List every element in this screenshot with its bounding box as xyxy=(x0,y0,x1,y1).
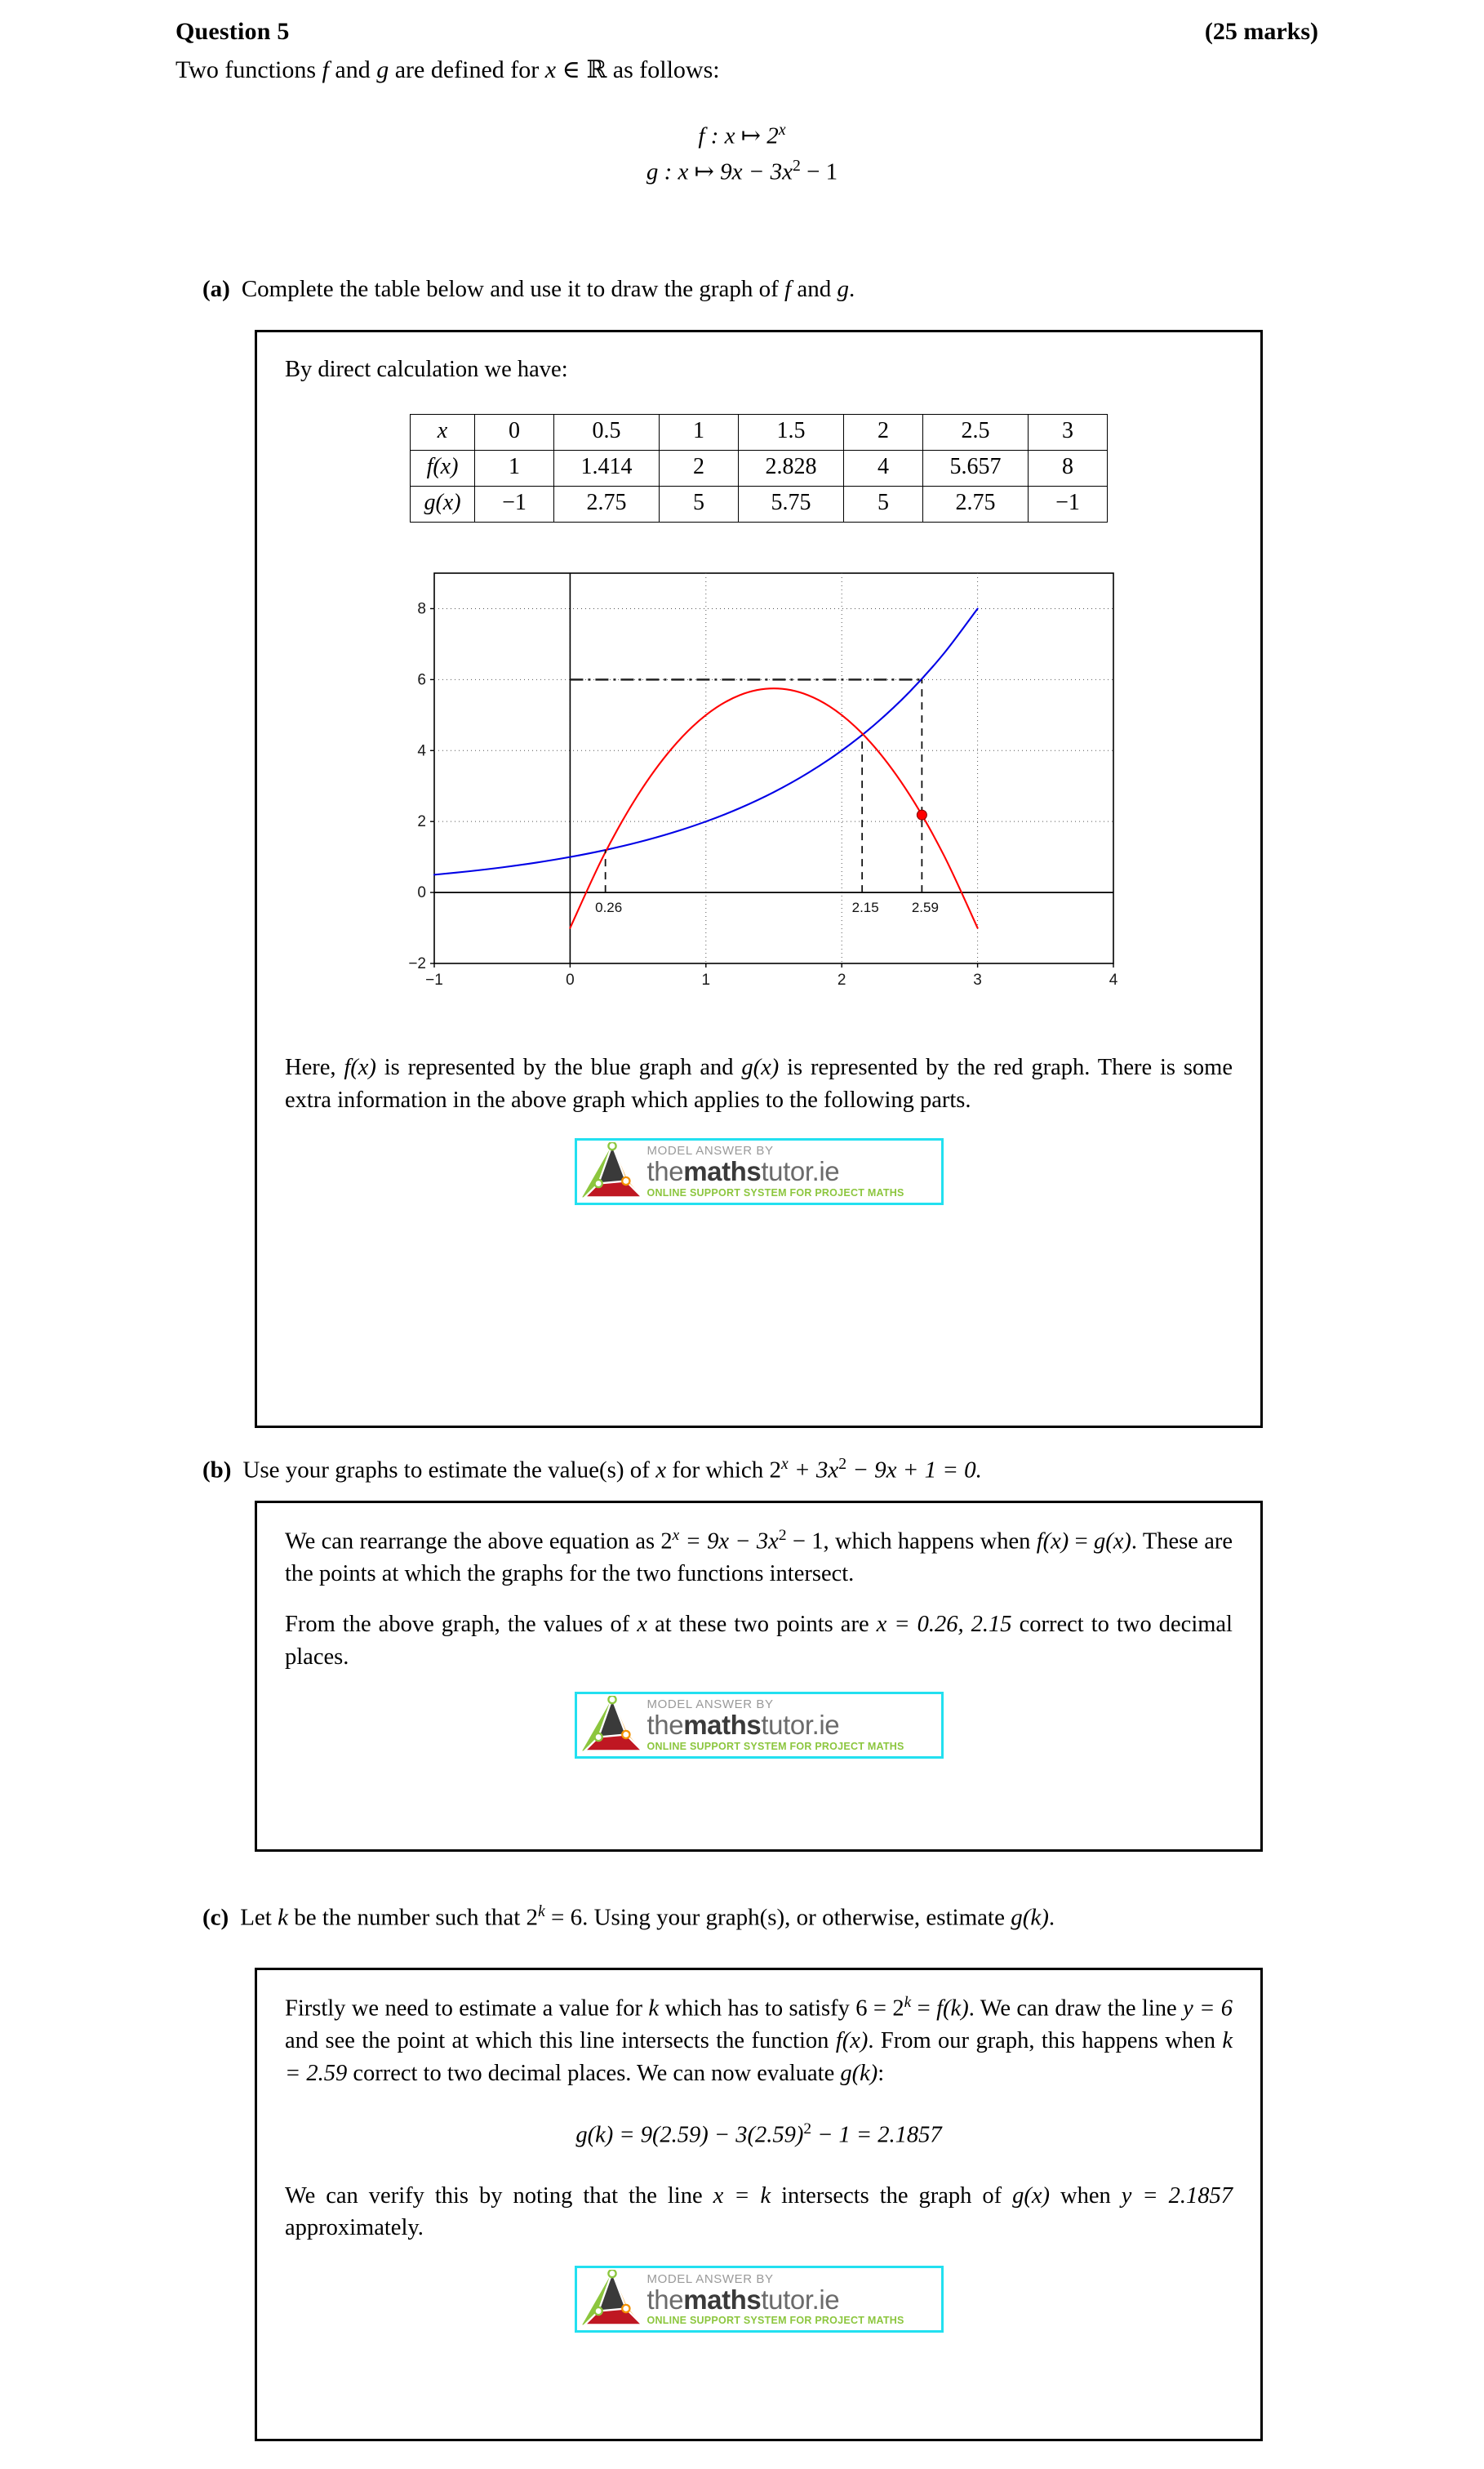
logo-brand-tutor: tutor.ie xyxy=(761,2284,840,2315)
equation-g-exponent: 2 xyxy=(792,157,801,175)
part-c-exp: k xyxy=(538,1902,545,1920)
table-cell: 5.657 xyxy=(923,450,1029,486)
part-b-exp: x xyxy=(781,1455,789,1473)
logo-tagline: ONLINE SUPPORT SYSTEM FOR PROJECT MATHS xyxy=(646,1741,904,1753)
part-c-p2-2: intersects the graph of xyxy=(771,2182,1013,2209)
part-b-para-2 xyxy=(285,1608,1233,1674)
table-cell: 1.5 xyxy=(739,414,844,450)
logo-line-1: MODEL ANSWER BY xyxy=(646,1697,774,1712)
table-cell: 1.414 xyxy=(554,450,660,486)
svg-text:−1: −1 xyxy=(424,971,443,989)
part-a-closing-3: is represented by the red graph. There is some extra information in the above graph which applies to the following parts. xyxy=(285,1054,1233,1113)
part-a-text xyxy=(242,276,855,303)
part-a-g: g xyxy=(837,276,849,302)
part-c-p1-k: k xyxy=(648,1995,660,2022)
table-cell: −1 xyxy=(1029,486,1108,522)
table-cell: 0 xyxy=(475,414,554,450)
part-c-p1-7: correct to two decimal places. We can now evaluate xyxy=(347,2061,841,2087)
part-b-p1-2: = 9x − 3x xyxy=(679,1528,779,1555)
part-c-prompt xyxy=(202,1902,1304,1932)
intro-text-2: and xyxy=(328,56,377,83)
svg-text:6: 6 xyxy=(416,671,426,689)
part-c-p2-3: when xyxy=(1050,2182,1122,2209)
watermark-logo-a xyxy=(575,1138,944,1205)
part-c-para-2 xyxy=(285,2180,1233,2245)
table-cell: 2.5 xyxy=(923,414,1029,450)
logo-brand-maths: maths xyxy=(683,1710,762,1741)
part-b-p1-3: − 1, which happens when xyxy=(786,1528,1037,1555)
triangle-logo-icon xyxy=(577,1142,644,1201)
part-b-text-4: − 9x + 1 = 0. xyxy=(846,1457,982,1484)
part-c-p2-y: y = 2.1857 xyxy=(1121,2182,1233,2209)
table-row-label-gx: g(x) xyxy=(411,486,475,522)
part-b-prompt xyxy=(202,1455,1304,1484)
part-c-text-3: = 6. Using your graph(s), or otherwise, estimate xyxy=(544,1904,1011,1931)
part-a-closing xyxy=(285,1052,1233,1117)
part-c-answer-box xyxy=(255,1968,1263,2441)
part-c-p2-xk: x = k xyxy=(713,2182,771,2209)
part-a-fx: f(x) xyxy=(344,1054,376,1080)
part-a-box-intro: By direct calculation we have: xyxy=(285,357,568,382)
logo-tagline: ONLINE SUPPORT SYSTEM FOR PROJECT MATHS xyxy=(646,2315,904,2327)
part-b-p1-gx: g(x) xyxy=(1094,1528,1131,1555)
svg-text:−2: −2 xyxy=(407,954,426,972)
table-cell: 1 xyxy=(475,450,554,486)
part-c-eq-2: − 1 = 2.1857 xyxy=(811,2122,942,2148)
part-b-p2-value: x = 0.26, 2.15 xyxy=(876,1612,1012,1638)
part-a-closing-2: is represented by the blue graph and xyxy=(375,1054,742,1080)
logo-brand-the: the xyxy=(646,1156,684,1187)
part-b-para-1 xyxy=(285,1524,1233,1590)
intro-f: f xyxy=(322,56,329,83)
logo-text-block xyxy=(644,2273,941,2326)
equation-f xyxy=(0,121,1484,150)
part-b-p1-exp2: 2 xyxy=(778,1527,787,1544)
part-c-eq-1: g(k) = 9(2.59) − 3(2.59) xyxy=(575,2122,804,2148)
part-a-text-3: . xyxy=(848,276,855,302)
part-b-p2-3: correct to two decimal places. xyxy=(285,1612,1233,1670)
svg-text:2.15: 2.15 xyxy=(851,899,879,915)
part-b-p2-x: x xyxy=(637,1612,648,1638)
part-c-p1-exp: k xyxy=(904,1994,912,2011)
part-c-k: k xyxy=(278,1904,288,1931)
logo-brand-the: the xyxy=(646,1710,684,1741)
logo-brand xyxy=(647,1711,941,1740)
table-cell: 2 xyxy=(844,414,923,450)
table-cell: 4 xyxy=(844,450,923,486)
svg-text:3: 3 xyxy=(972,971,982,989)
table-cell: 2.75 xyxy=(923,486,1029,522)
part-c-p1-2: which has to satisfy 6 = 2 xyxy=(659,1995,904,2022)
page-header xyxy=(176,18,1318,46)
equation-g-body: g : x ↦ 9x − 3x xyxy=(646,158,793,185)
part-c-eq-exp: 2 xyxy=(803,2120,812,2138)
part-b-p1-5: . These are the points at which the graphs for the two functions intersect. xyxy=(285,1528,1233,1587)
table-row-label-x: x xyxy=(411,414,475,450)
intro-reals: ℝ xyxy=(586,56,607,84)
table-row-x xyxy=(411,414,1108,450)
part-b-p2-2: at these two points are xyxy=(647,1612,877,1638)
part-c-p1-1: Firstly we need to estimate a value for xyxy=(285,1995,649,2022)
logo-line-1: MODEL ANSWER BY xyxy=(646,1144,774,1159)
table-cell: 5 xyxy=(660,486,739,522)
part-c-text-4: . xyxy=(1048,1904,1055,1931)
table-row-fx xyxy=(411,450,1108,486)
part-c-p1-y6: y = 6 xyxy=(1183,1995,1233,2022)
graph-svg xyxy=(392,562,1126,1019)
table-row-label-fx: f(x) xyxy=(411,450,475,486)
svg-text:1: 1 xyxy=(701,971,710,989)
table-cell: 2.828 xyxy=(739,450,844,486)
part-a-closing-1: Here, xyxy=(285,1054,344,1080)
logo-text-block xyxy=(644,1145,941,1198)
svg-text:2: 2 xyxy=(416,813,426,831)
intro-text-3: are defined for xyxy=(389,56,545,83)
equation-g-tail: − 1 xyxy=(800,158,838,185)
table-cell: 3 xyxy=(1029,414,1108,450)
part-b-text-3: + 3x xyxy=(788,1457,839,1484)
part-c-para-1 xyxy=(285,1991,1233,2090)
logo-brand-tutor: tutor.ie xyxy=(761,1710,840,1741)
svg-text:0: 0 xyxy=(416,883,426,901)
part-b-x: x xyxy=(655,1457,667,1484)
logo-brand-maths: maths xyxy=(683,1156,762,1187)
part-c-text-1: Let xyxy=(240,1904,278,1931)
part-c-p2-4: approximately. xyxy=(285,2215,424,2241)
intro-x: x xyxy=(544,56,557,83)
table-cell: 1 xyxy=(660,414,739,450)
part-b-p1-1: We can rearrange the above equation as 2 xyxy=(285,1528,673,1555)
equation-f-body: f : x ↦ 2 xyxy=(698,122,779,149)
part-c-p1-3: = xyxy=(911,1995,937,2022)
equation-g xyxy=(0,157,1484,186)
logo-brand-maths: maths xyxy=(683,2284,762,2315)
logo-brand-the: the xyxy=(646,2284,684,2315)
part-c-p1-fx: f(x) xyxy=(835,2028,869,2054)
part-b-exp2: 2 xyxy=(838,1455,847,1473)
part-b-text-2: for which 2 xyxy=(666,1457,782,1484)
logo-line-1: MODEL ANSWER BY xyxy=(646,2271,774,2286)
part-b-p1-exp: x xyxy=(672,1527,680,1544)
intro-text-4: as follows: xyxy=(606,56,720,83)
svg-text:4: 4 xyxy=(1109,971,1117,989)
part-a-answer-box xyxy=(255,330,1263,1428)
table-cell: 2 xyxy=(660,450,739,486)
logo-brand xyxy=(647,2286,941,2315)
svg-text:0.26: 0.26 xyxy=(594,899,622,915)
equation-f-exponent: x xyxy=(778,121,786,139)
part-b-label: (b) xyxy=(202,1457,232,1484)
part-c-p1-fk: f(k) xyxy=(936,1995,969,2022)
part-a-gx: g(x) xyxy=(741,1054,780,1080)
intro-text-1: Two functions xyxy=(176,56,322,83)
part-b-p1-4: = xyxy=(1069,1528,1095,1555)
part-c-p1-kval: k = 2.59 xyxy=(285,2028,1233,2087)
part-c-text-2: be the number such that 2 xyxy=(287,1904,538,1931)
triangle-logo-icon xyxy=(577,2270,644,2329)
part-c-p2-1: We can verify this by noting that the line xyxy=(285,2182,713,2209)
triangle-logo-icon xyxy=(577,1696,644,1755)
table-cell: 8 xyxy=(1029,450,1108,486)
svg-text:2.59: 2.59 xyxy=(911,899,939,915)
table-cell: 5.75 xyxy=(739,486,844,522)
part-c-label: (c) xyxy=(202,1904,229,1931)
marks-label: (25 marks) xyxy=(1204,18,1318,45)
part-c-gk: g(k) xyxy=(1011,1904,1049,1931)
part-c-equation xyxy=(285,2118,1233,2151)
part-a-prompt xyxy=(202,276,1304,303)
intro-line xyxy=(176,56,720,84)
table-cell: 5 xyxy=(844,486,923,522)
part-a-label: (a) xyxy=(202,276,230,302)
watermark-logo-b xyxy=(575,1692,944,1759)
part-b-text xyxy=(242,1455,981,1484)
table-row-gx xyxy=(411,486,1108,522)
part-c-p2-gx: g(x) xyxy=(1012,2182,1051,2209)
part-b-p1-fx: f(x) xyxy=(1036,1528,1069,1555)
function-graph xyxy=(392,562,1126,1019)
part-b-text-1: Use your graphs to estimate the value(s) of xyxy=(242,1457,656,1484)
part-c-p1-gk: g(k) xyxy=(840,2061,878,2087)
part-c-p1-6: . From our graph, this happens when xyxy=(868,2028,1223,2054)
part-a-text-2: and xyxy=(791,276,838,302)
part-c-p1-4: . We can draw the line xyxy=(968,1995,1184,2022)
values-table xyxy=(410,414,1108,523)
logo-tagline: ONLINE SUPPORT SYSTEM FOR PROJECT MATHS xyxy=(646,1186,904,1199)
part-a-f: f xyxy=(784,276,792,302)
svg-text:4: 4 xyxy=(416,742,426,760)
question-title: Question 5 xyxy=(176,18,290,45)
svg-text:8: 8 xyxy=(416,600,426,618)
logo-brand-tutor: tutor.ie xyxy=(761,1156,840,1187)
intro-in: ∈ xyxy=(556,56,587,83)
logo-brand xyxy=(647,1158,941,1186)
part-b-p2-1: From the above graph, the values of xyxy=(285,1612,638,1638)
part-a-text-1: Complete the table below and use it to draw the graph of xyxy=(241,276,785,302)
part-c-p1-5: and see the point at which this line intersects the function xyxy=(285,2028,836,2054)
part-c-text xyxy=(240,1902,1055,1932)
table-cell: 2.75 xyxy=(554,486,660,522)
svg-text:0: 0 xyxy=(565,971,575,989)
part-b-answer-box xyxy=(255,1501,1263,1852)
watermark-logo-c xyxy=(575,2266,944,2333)
logo-text-block xyxy=(644,1698,941,1751)
intro-g: g xyxy=(376,56,389,83)
part-c-p1-8: : xyxy=(878,2061,885,2087)
table-cell: 0.5 xyxy=(554,414,660,450)
svg-text:2: 2 xyxy=(837,971,846,989)
table-cell: −1 xyxy=(475,486,554,522)
